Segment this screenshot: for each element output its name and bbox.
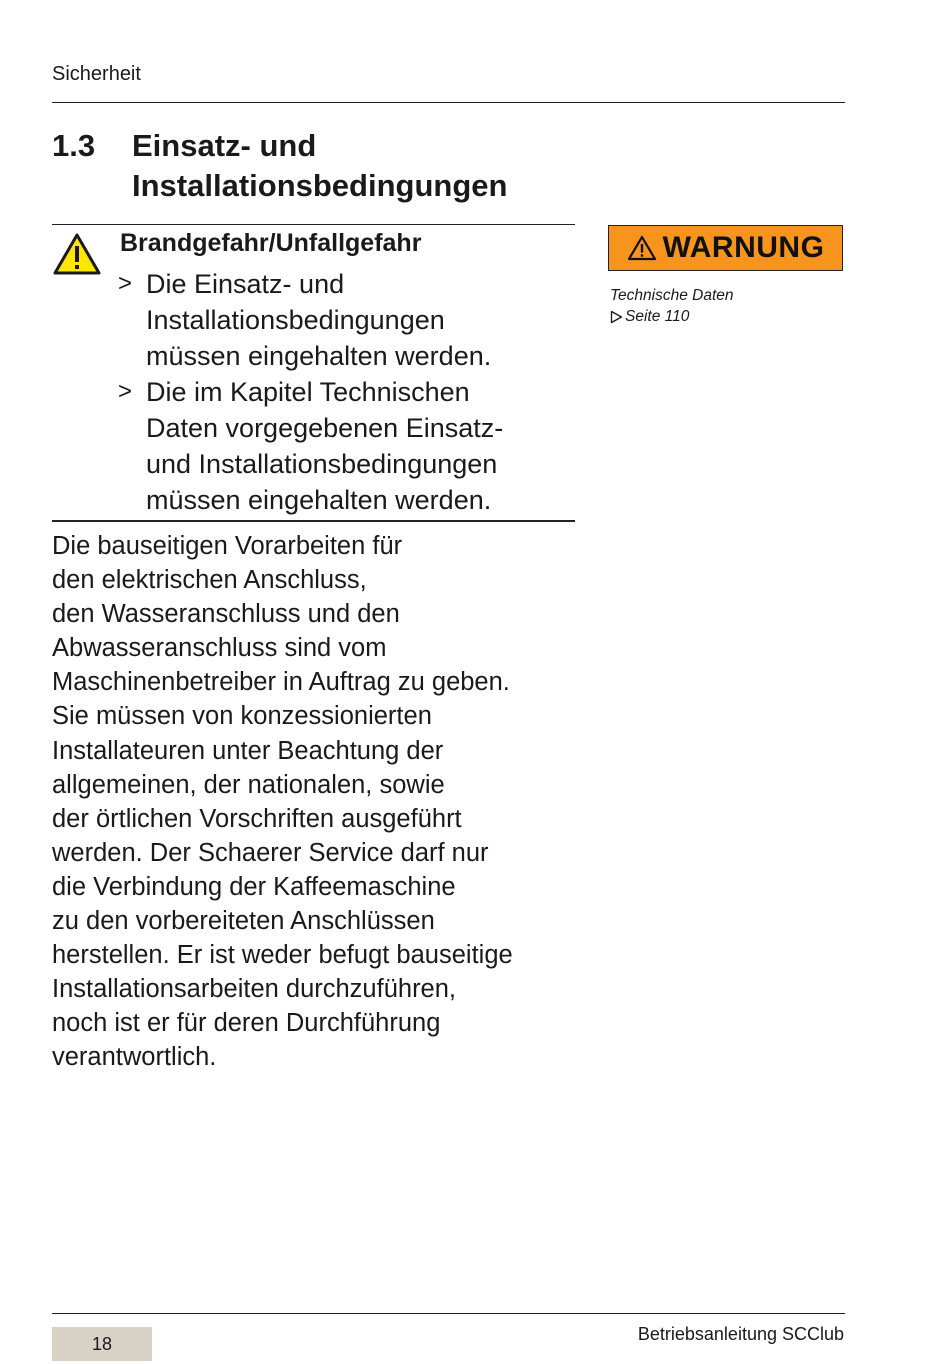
section-title-line-2: Installationsbedingungen (132, 168, 508, 203)
page-number: 18 (52, 1327, 152, 1361)
document-title: Betriebsanleitung SCClub (637, 1324, 844, 1344)
body-line: Maschinenbetreiber in Auftrag zu geben. (52, 668, 510, 697)
body-line: die Verbindung der Kaffeemaschine (52, 872, 456, 901)
cross-reference-link[interactable] (610, 306, 734, 327)
body-line: den elektrischen Anschluss, (52, 566, 367, 595)
body-line: der örtlichen Vorschriften ausgeführt (52, 804, 462, 833)
instruction-line: Die Einsatz- und (146, 269, 345, 299)
instruction-line: Installationsbedingungen (146, 305, 445, 335)
body-line: Die bauseitigen Vorarbeiten für (52, 532, 403, 560)
warning-badge-label: WARNUNG (662, 231, 825, 264)
warning-badge (608, 225, 843, 271)
instruction-marker: > (118, 378, 133, 405)
body-line: den Wasseranschluss und den (52, 600, 400, 629)
section-number: 1.3 (52, 128, 96, 163)
body-line: noch ist er für deren Durchführung (52, 1009, 441, 1038)
body-line: werden. Der Schaerer Service darf nur (52, 838, 489, 867)
cross-reference-page: Seite 110 (625, 308, 690, 325)
body-line: Installateuren unter Beachtung der (52, 736, 444, 765)
cross-reference-label: Technische Daten (610, 287, 734, 304)
body-line: allgemeinen, der nationalen, sowie (52, 770, 445, 799)
warning-block-top-rule (52, 224, 575, 225)
body-line: Installationsarbeiten durchzuführen, (52, 975, 457, 1004)
body-line: herstellen. Er ist weder befugt bauseitige (52, 941, 513, 970)
warning-instruction-item (118, 266, 568, 374)
body-line: Abwasseranschluss sind vom (52, 634, 387, 663)
triangle-pointer-icon (610, 310, 623, 324)
body-paragraph (52, 529, 592, 1075)
instruction-line: müssen eingehalten werden. (146, 485, 492, 515)
section-title (132, 126, 602, 206)
instruction-line: Daten vorgegebenen Einsatz- (146, 413, 504, 443)
footer-divider (52, 1313, 845, 1314)
warning-outline-icon (627, 235, 657, 261)
section-title-line-1: Einsatz- und (132, 128, 317, 163)
warning-block-bottom-rule (52, 520, 575, 522)
instruction-marker: > (118, 270, 133, 297)
instruction-line: Die im Kapitel Technischen (146, 377, 470, 407)
warning-triangle-icon (52, 232, 102, 276)
warning-heading: Brandgefahr/Unfallgefahr (120, 229, 422, 257)
running-header: Sicherheit (52, 63, 141, 85)
body-line: verantwortlich. (52, 1043, 217, 1072)
body-line: Sie müssen von konzessionierten (52, 702, 432, 731)
warning-instruction-item (118, 374, 568, 518)
body-line: zu den vorbereiteten Anschlüssen (52, 907, 435, 936)
instruction-line: und Installationsbedingungen (146, 449, 498, 479)
instruction-line: müssen eingehalten werden. (146, 341, 492, 371)
warning-instruction-list (118, 266, 568, 518)
cross-reference (610, 285, 734, 327)
header-divider (52, 102, 845, 103)
